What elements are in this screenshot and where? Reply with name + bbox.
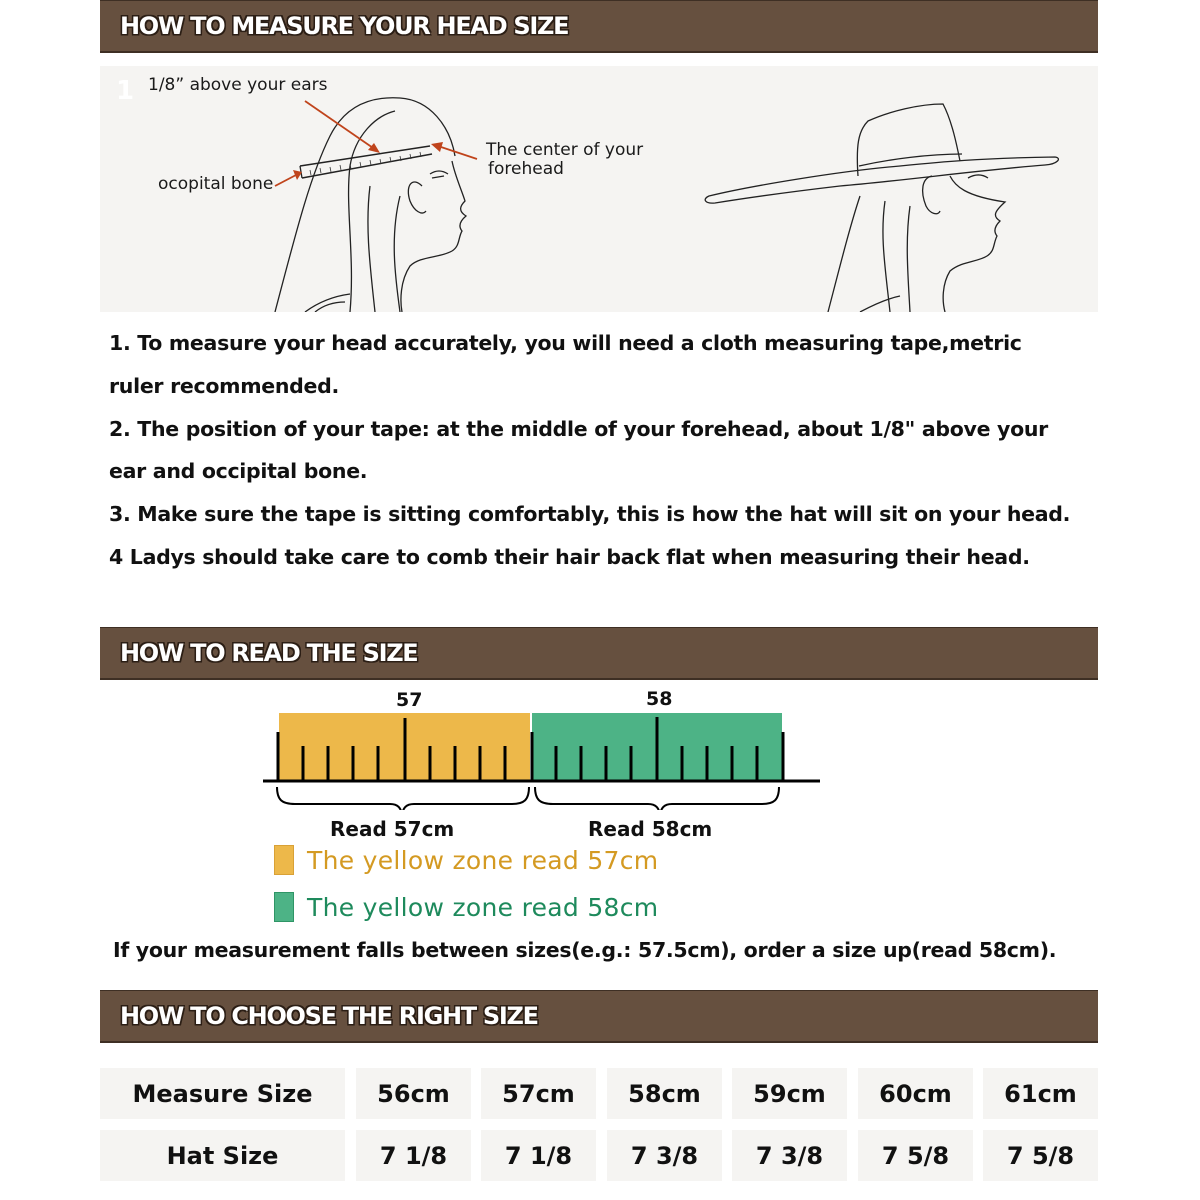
section-header-measure <box>100 0 1098 53</box>
measuring-instructions <box>109 322 1099 579</box>
read-58-label: Read 58cm <box>588 817 713 841</box>
zone-label-57: 57 <box>396 689 423 711</box>
legend-yellow-text: The yellow zone read 57cm <box>307 845 659 875</box>
brace-icons <box>277 787 779 810</box>
yellow-swatch-icon <box>274 845 294 875</box>
hat-size-cell: 7 3/8 <box>607 1130 722 1181</box>
ruler-graphic <box>250 680 850 810</box>
section-title: HOW TO MEASURE YOUR HEAD SIZE <box>120 12 569 40</box>
measure-size-cell: 56cm <box>356 1068 471 1119</box>
callout-above-ears: 1/8” above your ears <box>148 75 328 95</box>
row-header-hat-size: Hat Size <box>100 1130 345 1181</box>
read-57-label: Read 57cm <box>330 817 455 841</box>
hat-size-cell: 7 5/8 <box>983 1130 1098 1181</box>
measure-size-cell: 57cm <box>481 1068 596 1119</box>
section-title: HOW TO READ THE SIZE <box>120 639 418 667</box>
row-header-measure-size: Measure Size <box>100 1068 345 1119</box>
head-profile-with-hat-icon <box>705 104 1058 312</box>
instruction-line: ruler recommended. <box>109 373 339 398</box>
section-header-choose <box>100 990 1098 1043</box>
hat-size-cell: 7 3/8 <box>732 1130 847 1181</box>
instruction-line: 4 Ladys should take care to comb their hair back flat when measuring their head. <box>109 544 1030 569</box>
hat-size-cell: 7 1/8 <box>481 1130 596 1181</box>
head-drawings <box>100 66 1098 312</box>
section-title: HOW TO CHOOSE THE RIGHT SIZE <box>120 1002 538 1030</box>
instruction-line: 2. The position of your tape: at the middle of your forehead, about 1/8" above your <box>109 416 1048 441</box>
head-profile-with-tape-icon <box>275 98 466 312</box>
zone-label-58: 58 <box>646 688 673 710</box>
legend-yellow <box>274 845 658 875</box>
measure-size-cell: 61cm <box>983 1068 1098 1119</box>
measure-size-cell: 60cm <box>858 1068 973 1119</box>
measure-size-cell: 59cm <box>732 1068 847 1119</box>
ruler-diagram <box>250 680 850 930</box>
section-header-read <box>100 627 1098 680</box>
hat-size-cell: 7 1/8 <box>356 1130 471 1181</box>
measuring-illustration <box>100 66 1098 312</box>
hat-size-cell: 7 5/8 <box>858 1130 973 1181</box>
callout-occipital-bone: ocopital bone <box>158 174 274 194</box>
legend-green-text: The yellow zone read 58cm <box>307 892 659 922</box>
instruction-line: 1. To measure your head accurately, you will need a cloth measuring tape,metric <box>109 331 1022 355</box>
legend-green <box>274 892 658 922</box>
green-swatch-icon <box>274 892 294 922</box>
size-up-note: If your measurement falls between sizes(e.g.: 57.5cm), order a size up(read 58cm). <box>113 938 1057 962</box>
measure-size-cell: 58cm <box>607 1068 722 1119</box>
instruction-line: 3. Make sure the tape is sitting comfortably, this is how the hat will sit on your head. <box>109 502 1071 527</box>
callout-forehead-line1: The center of your <box>486 140 644 160</box>
callout-forehead-line2: forehead <box>488 159 564 179</box>
step-number: 1 <box>116 76 135 106</box>
instruction-line: ear and occipital bone. <box>109 459 368 484</box>
